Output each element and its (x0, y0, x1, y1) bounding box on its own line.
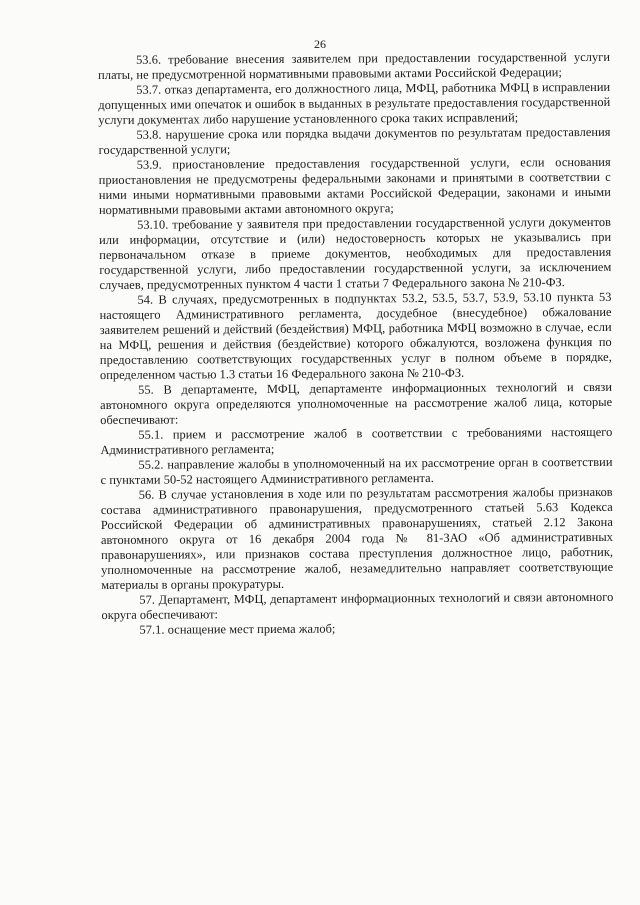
paragraph-53-9: 53.9. приостановление предоставления государственной услуги, если основания приостановления не предусмотрены федеральными законами и принятыми в соответствии с ними иными нормативными правовыми актами Российской Федерации, законами и иными нормативными правовыми актами автономного округа; (98, 155, 611, 218)
paragraph-55: 55. В департаменте, МФЦ, департаменте информационных технологий и связи автономного округа определяются уполномоченные на рассмотрение жалоб лица, которые обеспечивают: (100, 379, 613, 427)
paragraph-53-7: 53.7. отказ департамента, его должностного лица, МФЦ, работника МФЦ в исправлении допущенных ими опечаток и ошибок в выданных в результате предоставления государственной услуги документах либо нарушение установленного срока таких исправлений; (98, 80, 611, 127)
paragraph-57: 57. Департамент, МФЦ, департамент информационных технологий и связи автономного округа обеспечивают: (101, 589, 614, 622)
paragraph-53-8: 53.8. нарушение срока или порядка выдачи документов по результатам предоставления государственной услуги; (98, 125, 611, 158)
paragraph-53-10: 53.10. требование у заявителя при предоставлении государственной услуги документов или информации, отсутствие и (или) недостоверность которых не указывались при первоначальном отказе в приеме документов, необходимых для предоставления государственной услуги, либо предоставлении государственной услуги, за исключением случаев, предусмотренных пунктом 4 части 1 статьи 7 Федерального закона № 210-ФЗ. (99, 215, 612, 292)
paragraph-53-6: 53.6. требование внесения заявителем при предоставлении государственной услуги платы, не предусмотренной нормативными правовыми актами Российской Федерации; (98, 49, 611, 82)
paragraph-56: 56. В случае установления в ходе или по результатам рассмотрения жалобы признаков состава административного правонарушения, предусмотренного статьей 5.63 Кодекса Российской Федерации об административных правонарушениях, статьей 2.12 Закона автономного округа от 16 декабря 2004 года № 81-ЗАО «Об административных правонарушениях», или признаков состава преступления должностное лицо, работник, уполномоченные на рассмотрение жалоб, незамедлительно направляет соответствующие материалы в органы прокуратуры. (100, 485, 614, 592)
page-number: 26 (314, 37, 326, 51)
paragraph-57-1: 57.1. оснащение мест приема жалоб; (139, 621, 336, 637)
paragraph-55-2: 55.2. направление жалобы в уполномоченный на их рассмотрение орган в соответствии с пунктами 50-52 настоящего Административного регламента. (100, 455, 613, 488)
paragraph-54: 54. В случаях, предусмотренных в подпунктах 53.2, 53.5, 53.7, 53.9, 53.10 пункта 53 настоящего Административного регламента, досудебное (внесудебное) обжалование заявителем решений и действий (бездействия) МФЦ, работника МФЦ возможно в случае, если на МФЦ, решения и действия (бездействие) которого обжалуются, возложена функция по предоставлению соответствующих государственных услуг в полном объеме в порядке, определенном частью 1.3 статьи 16 Федерального закона № 210-ФЗ. (99, 290, 612, 382)
document-body (98, 50, 614, 639)
paragraph-55-1: 55.1. прием и рассмотрение жалоб в соответствии с требованиями настоящего Административного регламента; (100, 424, 613, 457)
